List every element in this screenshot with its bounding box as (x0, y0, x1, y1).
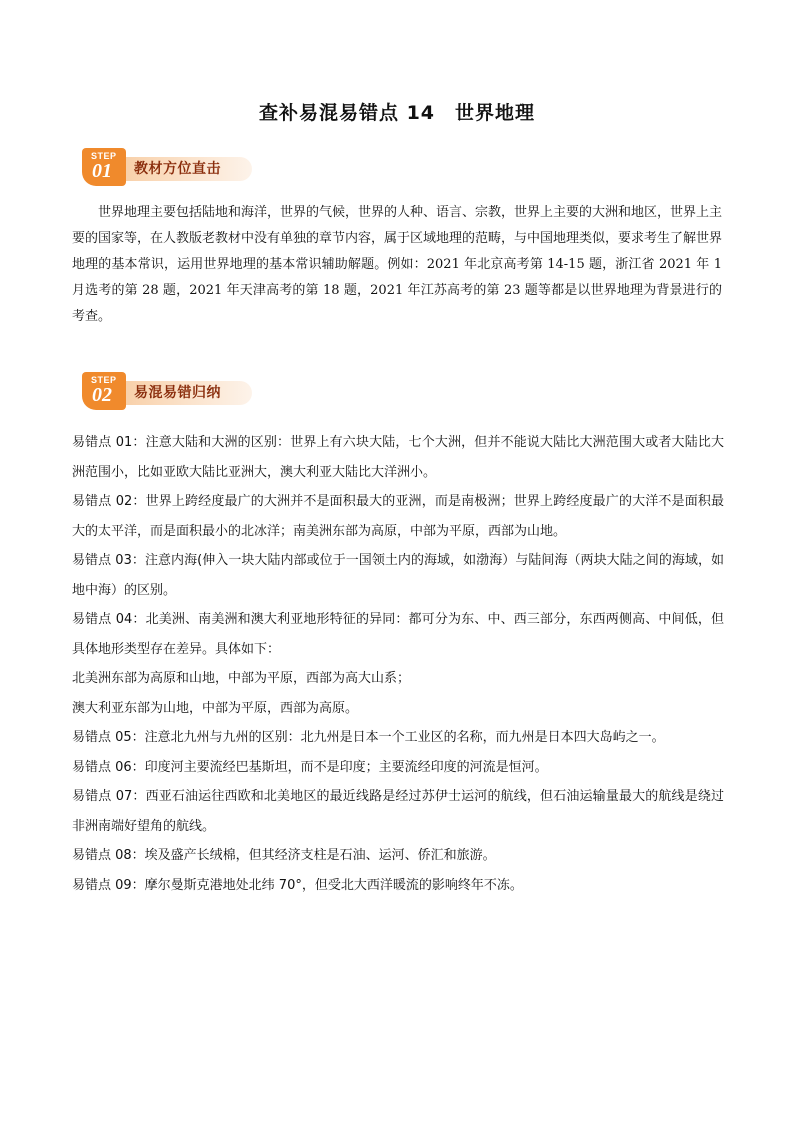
intro-paragraph: 世界地理主要包括陆地和海洋，世界的气候，世界的人种、语言、宗教，世界上主要的大洲和地区，世界上主要的国家等，在人教版老教材中没有单独的章节内容，属于区域地理的范畴，与中国地理类似，要求考生了解世界地理的基本常识，运用世界地理的基本常识辅助解题。例如：2021 年北京高考第 14-15 题，浙江省 2021 年 1 月选考的第 28 题，2021 年天津高考的第 18 题，2021 年江苏高考的第 23 题等都是以世界地理为背景进行的考查。 (72, 205, 723, 324)
error-point: 易错点 02：世界上跨经度最广的大洲并不是面积最大的亚洲，而是南极洲；世界上跨经度最广的大洋不是面积最大的太平洋，而是面积最小的北冰洋；南美洲东部为高原，中部为平原，西部为山地。 (72, 494, 724, 539)
error-point: 易错点 01：注意大陆和大洲的区别：世界上有六块大陆，七个大洲，但并不能说大陆比大洲范围大或者大陆比大洲范围小，比如亚欧大陆比亚洲大，澳大利亚大陆比大洋洲小。 (72, 435, 724, 480)
step-word: STEP (91, 375, 117, 385)
page-title: 查补易混易错点 14 世界地理 (258, 102, 536, 124)
error-point: 易错点 08：埃及盛产长绒棉，但其经济支柱是石油、运河、侨汇和旅游。 (72, 848, 496, 863)
error-points-list (72, 428, 724, 900)
step-01-header (78, 148, 258, 186)
error-point: 易错点 03：注意内海(伸入一块大陆内部或位于一国领土内的海域，如渤海）与陆间海（两块大陆之间的海域，如地中海）的区别。 (72, 553, 724, 598)
step-badge (82, 148, 126, 186)
step-number: 01 (92, 160, 112, 182)
error-point: 易错点 06：印度河主要流经巴基斯坦，而不是印度；主要流经印度的河流是恒河。 (72, 759, 548, 775)
error-point: 易错点 04：北美洲、南美洲和澳大利亚地形特征的异同：都可分为东、中、西三部分，东西两侧高、中间低，但具体地形类型存在差异。具体如下： (72, 612, 724, 657)
step-word: STEP (91, 151, 117, 161)
step-label: 教材方位直击 (134, 161, 221, 177)
error-point: 易错点 07：西亚石油运往西欧和北美地区的最近线路是经过苏伊士运河的航线，但石油运输量最大的航线是绕过非洲南端好望角的航线。 (72, 789, 724, 834)
error-point: 易错点 09：摩尔曼斯克港地处北纬 70°，但受北大西洋暖流的影响终年不冻。 (72, 877, 523, 893)
step-badge (82, 372, 126, 410)
error-point: 易错点 05：注意北九州与九州的区别：北九州是日本一个工业区的名称，而九州是日本四大岛屿之一。 (72, 730, 665, 745)
step-number: 02 (92, 384, 112, 406)
step-label: 易混易错归纳 (134, 385, 221, 401)
error-point: 澳大利亚东部为山地，中部为平原，西部为高原。 (72, 700, 359, 716)
step-02-header (78, 372, 258, 410)
error-point: 北美洲东部为高原和山地，中部为平原，西部为高大山系； (72, 671, 411, 686)
